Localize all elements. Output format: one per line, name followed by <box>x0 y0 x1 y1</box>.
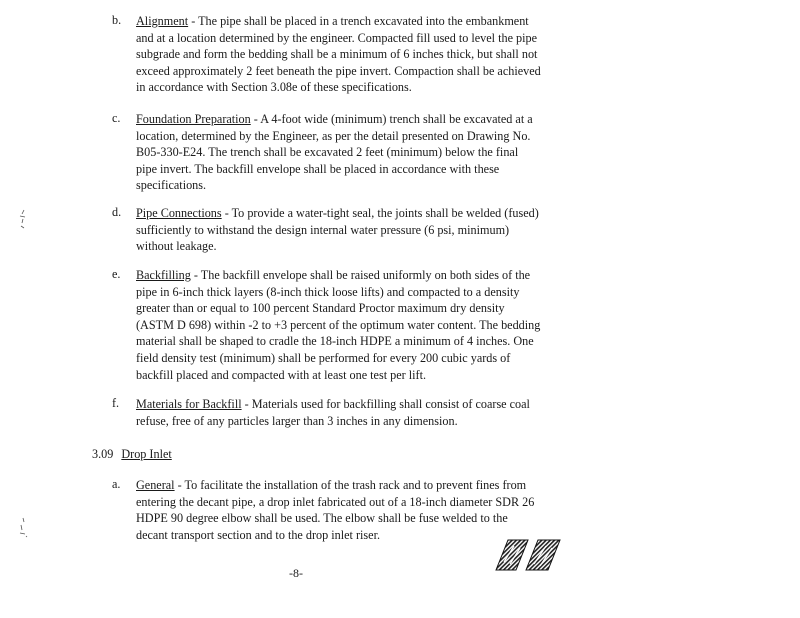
item-text: - Materials used for backfilling shall consist of coarse coal refuse, free of any particles larger than 3 inches in any dimension. <box>136 397 530 428</box>
item-heading: Backfilling <box>136 268 191 282</box>
item-heading: Foundation Preparation <box>136 112 251 126</box>
item-letter: a. <box>112 477 121 491</box>
item-text: - The backfill envelope shall be raised uniformly on both sides of the pipe in 6-inch thick layers (8-inch thick loose lifts) and compacted to a density greater than or equal to 100 percent Standard Proctor maximum dry density (ASTM D 698) within -2 to +3 percent of the optimum water content. The bedding material shall be shaped to cradle the 18-inch HDPE a minimum of 4 inches. One field density test (minimum) shall be performed for every 200 cubic yards of backfill placed and compacted with at least one test per lift. <box>136 268 541 382</box>
item-heading: Alignment <box>136 14 189 28</box>
item-body <box>136 13 542 96</box>
item-text: - To provide a water-tight seal, the joints shall be welded (fused) sufficiently to withstand the design internal water pressure (6 psi, minimum) without leakage. <box>136 206 539 254</box>
item-text: - To facilitate the installation of the trash rack and to prevent fines from entering the decant pipe, a drop inlet fabricated out of a 18-inch diameter SDR 26 HDPE 90 degree elbow shall be used. The elbow shall be fuse welded to the decant transport section and to the drop inlet riser. <box>136 478 535 542</box>
item-letter: d. <box>112 205 122 219</box>
item-body <box>136 267 542 383</box>
item-heading: Pipe Connections <box>136 206 222 220</box>
spec-item-d <box>112 205 542 255</box>
item-letter: c. <box>112 111 121 125</box>
item-letter: b. <box>112 13 122 27</box>
item-body <box>136 477 542 543</box>
spec-item-f <box>112 396 542 429</box>
section-number: 3.09 <box>92 447 114 461</box>
spec-item-c <box>112 111 542 194</box>
spec-item-b <box>112 13 542 96</box>
item-text: - The pipe shall be placed in a trench excavated into the embankment and at a location determined by the engineer. Compacted fill used to level the pipe subgrade and form the bedding shall be a minimum of 6 inches thick, but shall not exceed approximately 2 feet beneath the pipe invert. Compaction shall be achieved in accordance with Section 3.08e of these specifications. <box>136 14 541 95</box>
page-number: -8- <box>289 566 303 580</box>
item-body <box>136 111 542 194</box>
item-letter: f. <box>112 396 120 410</box>
item-heading: General <box>136 478 175 492</box>
stamp-icon <box>494 536 562 572</box>
item-text: - A 4-foot wide (minimum) trench shall be excavated at a location, determined by the Engineer, as per the detail presented on Drawing No. B05-330-E24. The trench shall be excavated 2 feet (minimum) below the final pipe invert. The backfill envelope shall be placed in accordance with these specifications. <box>136 112 533 193</box>
margin-mark-icon <box>18 208 28 230</box>
section-title: Drop Inlet <box>121 447 172 461</box>
margin-mark-icon <box>18 516 28 538</box>
item-heading: Materials for Backfill <box>136 397 242 411</box>
spec-item-e <box>112 267 542 383</box>
item-body <box>136 205 542 255</box>
item-body <box>136 396 542 429</box>
item-letter: e. <box>112 267 121 281</box>
section-heading <box>92 447 172 462</box>
spec-item-a <box>112 477 542 543</box>
